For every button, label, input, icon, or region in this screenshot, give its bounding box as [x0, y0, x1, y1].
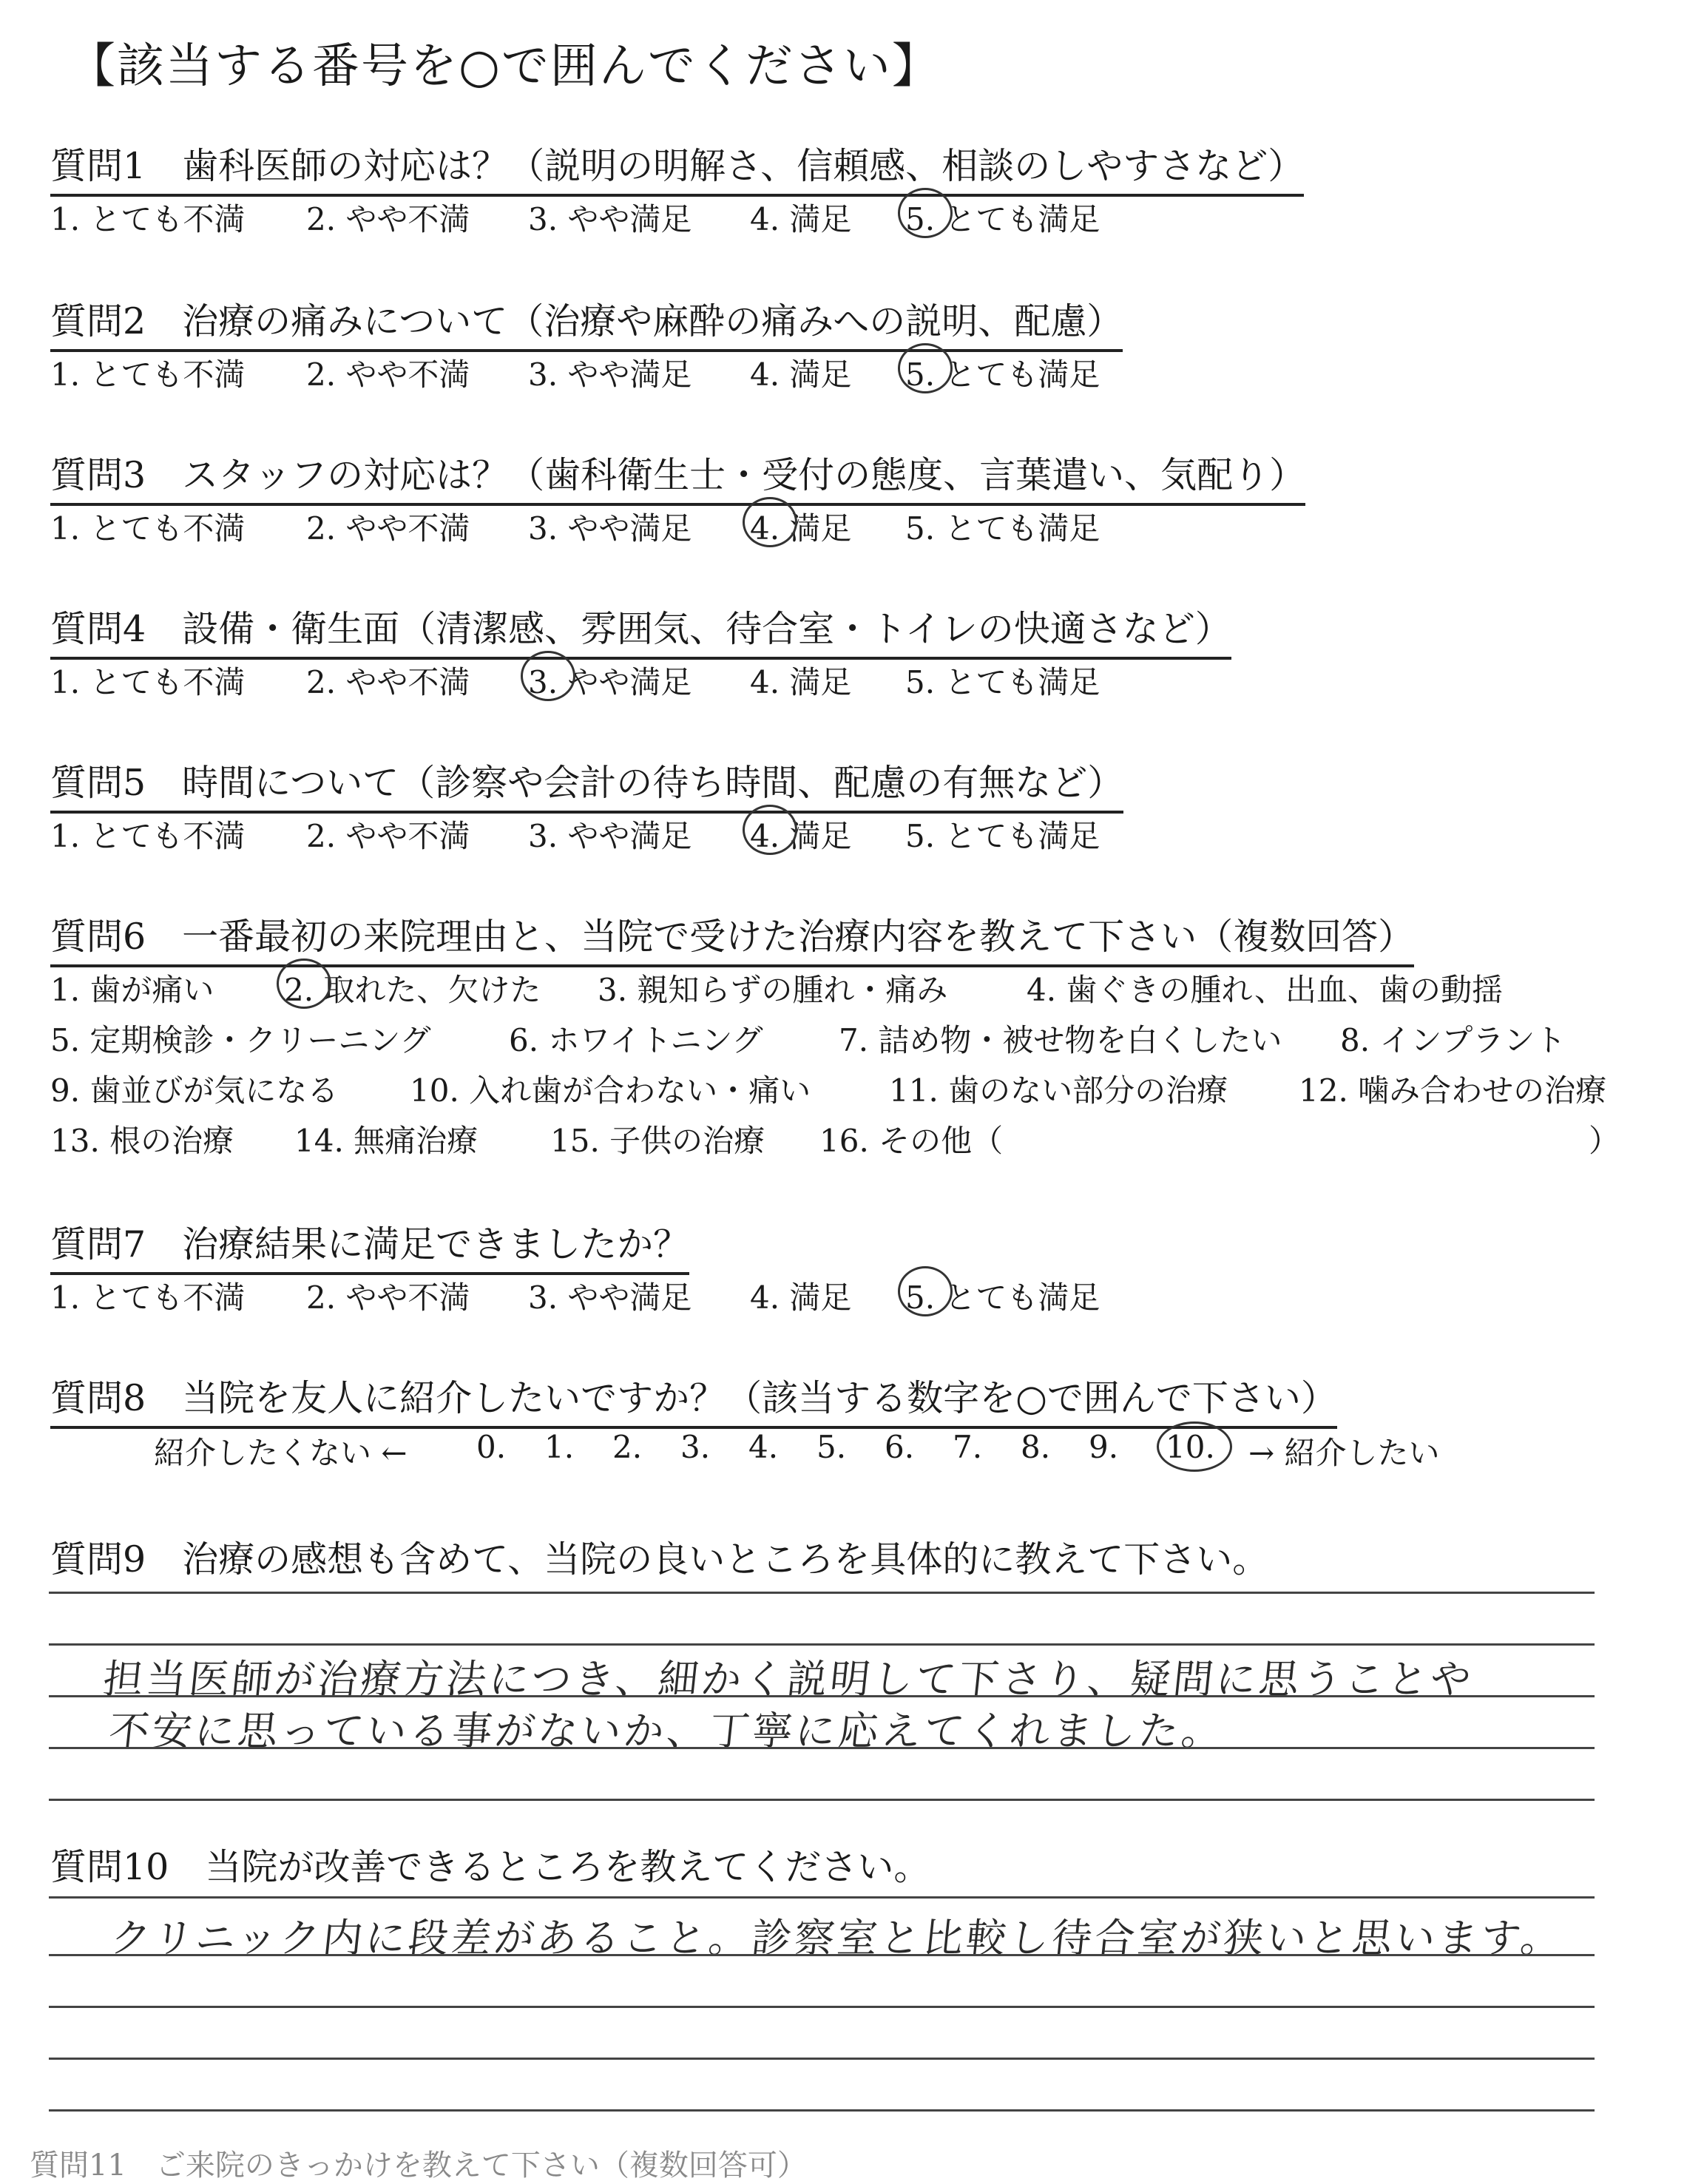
- q1-title: 質問1 歯科医師の対応は？（説明の明解さ、信頼感、相談のしやすさなど）: [50, 138, 1304, 197]
- selection-circle: [1157, 1421, 1232, 1472]
- q5-opt-4[interactable]: 4. 満足: [750, 812, 851, 856]
- q4-opt-4[interactable]: 4. 満足: [750, 664, 852, 700]
- writing-line: [49, 2006, 1595, 2008]
- q4-opt-3[interactable]: 3. やや満足: [528, 658, 692, 703]
- q8-num-7[interactable]: 7.: [953, 1429, 983, 1465]
- writing-line: [49, 1592, 1595, 1594]
- q3-opt-2[interactable]: 2. やや不満: [306, 510, 470, 547]
- q1-opt-2[interactable]: 2. やや不満: [306, 201, 470, 237]
- q10-answer-line-1[interactable]: クリニック内に段差があること。診察室と比較し待合室が狭いと思います。: [108, 1915, 1566, 1961]
- q3-opt-4[interactable]: 4. 満足: [750, 504, 851, 549]
- q9-answer-line-1[interactable]: 担当医師が治療方法につき、細かく説明して下さり、疑問に思うことや: [101, 1656, 1476, 1703]
- q6-opt-12[interactable]: 12. 噛み合わせの治療: [1299, 1072, 1607, 1109]
- q1-opt-5[interactable]: 5. とても満足: [905, 195, 1100, 240]
- q2-opt-4[interactable]: 4. 満足: [750, 356, 852, 393]
- q6-opt-5[interactable]: 5. 定期検診・クリーニング: [50, 1022, 431, 1058]
- q5-title: 質問5 時間について（診察や会計の待ち時間、配慮の有無など）: [50, 754, 1123, 814]
- selection-circle: [898, 343, 953, 393]
- q5-opt-5[interactable]: 5. とても満足: [905, 818, 1100, 854]
- selection-circle: [743, 497, 797, 547]
- q8-left-label: 紹介したくない ←: [154, 1435, 408, 1471]
- q11-title-cut: 質問11 ご来院のきっかけを教えて下さい（複数回答可）: [30, 2148, 807, 2183]
- writing-line: [49, 1954, 1595, 1956]
- q7-opt-5[interactable]: 5. とても満足: [905, 1274, 1100, 1318]
- selection-circle: [743, 805, 797, 855]
- q2-opt-2[interactable]: 2. やや不満: [306, 356, 470, 393]
- q3-opt-5[interactable]: 5. とても満足: [905, 510, 1100, 547]
- q4-opt-5[interactable]: 5. とても満足: [905, 664, 1100, 700]
- q6-opt-16-close: ）: [1589, 1123, 1620, 1159]
- q1-opt-3[interactable]: 3. やや満足: [528, 201, 692, 237]
- q8-num-5[interactable]: 5.: [816, 1429, 847, 1465]
- q5-opt-1[interactable]: 1. とても不満: [50, 818, 246, 854]
- q6-opt-2[interactable]: 2. 取れた、欠けた: [284, 966, 541, 1010]
- q6-title: 質問6 一番最初の来院理由と、当院で受けた治療内容を教えて下さい（複数回答）: [50, 908, 1414, 967]
- writing-line: [49, 1747, 1595, 1749]
- q6-opt-10[interactable]: 10. 入れ歯が合わない・痛い: [410, 1072, 811, 1109]
- q6-opt-16[interactable]: 16. その他（: [819, 1123, 1004, 1159]
- selection-circle: [277, 959, 331, 1009]
- q9-answer-line-2[interactable]: 不安に思っている事がないか、丁寧に応えてくれました。: [106, 1708, 1227, 1754]
- q5-opt-3[interactable]: 3. やや満足: [528, 818, 692, 854]
- q1-opt-1[interactable]: 1. とても不満: [50, 201, 246, 237]
- q8-num-8[interactable]: 8.: [1021, 1429, 1051, 1465]
- q7-opt-2[interactable]: 2. やや不満: [306, 1279, 470, 1316]
- q8-num-10[interactable]: 10.: [1166, 1429, 1215, 1465]
- writing-line: [49, 1643, 1595, 1646]
- writing-line: [49, 1896, 1595, 1899]
- selection-circle: [898, 1266, 953, 1316]
- page-title: 【該当する番号を○で囲んでください】: [68, 39, 941, 94]
- q7-opt-1[interactable]: 1. とても不満: [50, 1279, 246, 1316]
- q3-opt-3[interactable]: 3. やや満足: [528, 510, 692, 547]
- q4-opt-1[interactable]: 1. とても不満: [50, 664, 246, 700]
- q10-title: 質問10 当院が改善できるところを教えてください。: [50, 1846, 930, 1888]
- q6-opt-11[interactable]: 11. 歯のない部分の治療: [889, 1072, 1228, 1109]
- q3-title: 質問3 スタッフの対応は？（歯科衛生士・受付の態度、言葉遣い、気配り）: [50, 447, 1305, 506]
- q6-opt-8[interactable]: 8. インプラント: [1340, 1022, 1566, 1058]
- selection-circle: [898, 188, 953, 238]
- q6-opt-4[interactable]: 4. 歯ぐきの腫れ、出血、歯の動揺: [1027, 972, 1503, 1008]
- q6-opt-9[interactable]: 9. 歯並びが気になる: [50, 1072, 339, 1109]
- writing-line: [49, 1695, 1595, 1697]
- q4-title: 質問4 設備・衛生面（清潔感、雰囲気、待合室・トイレの快適さなど）: [50, 601, 1231, 660]
- q6-opt-7[interactable]: 7. 詰め物・被せ物を白くしたい: [839, 1022, 1282, 1058]
- q8-right-label: → 紹介したい: [1248, 1435, 1440, 1471]
- q8-num-4[interactable]: 4.: [748, 1429, 779, 1465]
- writing-line: [49, 1799, 1595, 1801]
- q2-opt-1[interactable]: 1. とても不満: [50, 356, 246, 393]
- q8-num-2[interactable]: 2.: [612, 1429, 643, 1465]
- q7-opt-3[interactable]: 3. やや満足: [528, 1279, 692, 1316]
- q6-opt-6[interactable]: 6. ホワイトニング: [509, 1022, 763, 1058]
- q2-title: 質問2 治療の痛みについて（治療や麻酔の痛みへの説明、配慮）: [50, 293, 1123, 352]
- q8-title: 質問8 当院を友人に紹介したいですか？（該当する数字を○で囲んで下さい）: [50, 1370, 1337, 1429]
- writing-line: [49, 2109, 1595, 2112]
- q6-opt-13[interactable]: 13. 根の治療: [50, 1123, 234, 1159]
- q1-opt-4[interactable]: 4. 満足: [750, 201, 852, 237]
- q9-title: 質問9 治療の感想も含めて、当院の良いところを具体的に教えて下さい。: [50, 1538, 1269, 1580]
- q8-num-0[interactable]: 0.: [476, 1429, 507, 1465]
- q2-opt-5[interactable]: 5. とても満足: [905, 351, 1100, 395]
- q6-opt-15[interactable]: 15. 子供の治療: [550, 1123, 765, 1159]
- q6-opt-1[interactable]: 1. 歯が痛い: [50, 972, 214, 1008]
- q5-opt-2[interactable]: 2. やや不満: [306, 818, 470, 854]
- q8-num-3[interactable]: 3.: [680, 1429, 711, 1465]
- q8-num-1[interactable]: 1.: [544, 1429, 575, 1465]
- selection-circle: [521, 651, 575, 701]
- q4-opt-2[interactable]: 2. やや不満: [306, 664, 470, 700]
- q7-title: 質問7 治療結果に満足できましたか？: [50, 1216, 689, 1275]
- q8-num-6[interactable]: 6.: [885, 1429, 915, 1465]
- q6-opt-3[interactable]: 3. 親知らずの腫れ・痛み: [598, 972, 948, 1008]
- q7-opt-4[interactable]: 4. 満足: [750, 1279, 852, 1316]
- q6-opt-14[interactable]: 14. 無痛治療: [294, 1123, 479, 1159]
- writing-line: [49, 2058, 1595, 2060]
- q3-opt-1[interactable]: 1. とても不満: [50, 510, 246, 547]
- q8-num-9[interactable]: 9.: [1089, 1429, 1119, 1465]
- q2-opt-3[interactable]: 3. やや満足: [528, 356, 692, 393]
